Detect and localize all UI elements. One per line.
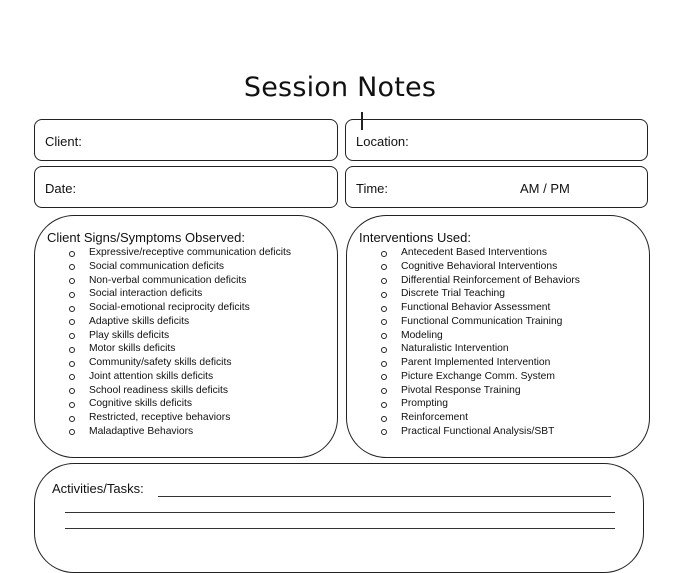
- symptom-item-label: Cognitive skills deficits: [89, 398, 193, 410]
- bullet-icon: [381, 429, 387, 435]
- interventions-list: [381, 246, 580, 439]
- symptom-item: [69, 315, 291, 329]
- intervention-item-label: Functional Behavior Assessment: [401, 302, 551, 313]
- intervention-item-label: Prompting: [401, 398, 448, 410]
- symptom-item: [69, 342, 291, 356]
- location-field[interactable]: [345, 119, 648, 161]
- intervention-item: [381, 370, 580, 384]
- bullet-icon: [381, 416, 387, 422]
- intervention-item-label: Discrete Trial Teaching: [401, 288, 505, 300]
- symptom-item: [69, 329, 291, 343]
- bullet-icon: [69, 402, 75, 408]
- time-field[interactable]: [345, 166, 648, 208]
- symptoms-heading: Client Signs/Symptoms Observed:: [47, 230, 245, 245]
- bullet-icon: [381, 361, 387, 367]
- intervention-item-label: Antecedent Based Interventions: [401, 247, 547, 258]
- activities-label: Activities/Tasks:: [52, 481, 144, 496]
- symptom-item-label: Joint attention skills deficits: [89, 370, 214, 382]
- client-field[interactable]: [34, 119, 338, 161]
- intervention-item: [381, 356, 580, 370]
- symptom-item: [69, 246, 291, 260]
- bullet-icon: [69, 361, 75, 367]
- symptom-item: [69, 356, 291, 370]
- bullet-icon: [69, 278, 75, 284]
- bullet-icon: [69, 264, 75, 270]
- bullet-icon: [69, 306, 75, 312]
- client-label: Client:: [45, 134, 82, 149]
- intervention-item: [381, 315, 580, 329]
- symptom-item-label: Community/safety skills deficits: [89, 357, 232, 368]
- bullet-icon: [381, 306, 387, 312]
- bullet-icon: [381, 333, 387, 339]
- bullet-icon: [381, 292, 387, 298]
- bullet-icon: [69, 292, 75, 298]
- bullet-icon: [69, 333, 75, 339]
- intervention-item: [381, 329, 580, 343]
- intervention-item-label: Naturalistic Intervention: [401, 343, 509, 355]
- intervention-item: [381, 301, 580, 315]
- time-label: Time:: [356, 181, 389, 196]
- symptom-item: [69, 287, 291, 301]
- intervention-item: [381, 411, 580, 425]
- bullet-icon: [69, 251, 75, 257]
- symptom-item-label: Social interaction deficits: [89, 288, 203, 300]
- intervention-item-label: Practical Functional Analysis/SBT: [401, 425, 555, 437]
- intervention-item: [381, 260, 580, 274]
- intervention-item-label: Reinforcement: [401, 412, 468, 423]
- bullet-icon: [381, 251, 387, 257]
- activities-line-3[interactable]: [65, 528, 615, 529]
- symptoms-panel: [34, 215, 338, 458]
- bullet-icon: [381, 319, 387, 325]
- interventions-heading: Interventions Used:: [359, 230, 472, 245]
- symptom-item: [69, 260, 291, 274]
- intervention-item-label: Cognitive Behavioral Interventions: [401, 260, 558, 272]
- symptom-item: [69, 397, 291, 411]
- symptom-item: [69, 384, 291, 398]
- intervention-item: [381, 246, 580, 260]
- intervention-item-label: Picture Exchange Comm. System: [401, 370, 555, 382]
- intervention-item: [381, 274, 580, 288]
- symptom-item: [69, 301, 291, 315]
- intervention-item: [381, 342, 580, 356]
- date-field[interactable]: [34, 166, 338, 208]
- bullet-icon: [69, 429, 75, 435]
- symptom-item-label: Social communication deficits: [89, 260, 225, 272]
- bullet-icon: [381, 278, 387, 284]
- activities-input-line[interactable]: [158, 496, 611, 497]
- activities-line-2[interactable]: [65, 512, 615, 513]
- activities-section: [34, 463, 644, 573]
- date-label: Date:: [45, 181, 77, 196]
- bullet-icon: [69, 347, 75, 353]
- page-title: Session Notes: [243, 72, 437, 103]
- intervention-item: [381, 384, 580, 398]
- symptoms-list: [69, 246, 291, 439]
- intervention-item-label: Modeling: [401, 329, 443, 341]
- intervention-item-label: Functional Communication Training: [401, 315, 563, 327]
- intervention-item-label: Parent Implemented Intervention: [401, 357, 551, 368]
- symptom-item-label: Non-verbal communication deficits: [89, 274, 247, 286]
- intervention-item: [381, 425, 580, 439]
- intervention-item-label: Differential Reinforcement of Behaviors: [401, 274, 580, 286]
- intervention-item: [381, 397, 580, 411]
- symptom-item-label: Adaptive skills deficits: [89, 315, 190, 327]
- location-label: Location:: [356, 134, 409, 149]
- intervention-item-label: Pivotal Response Training: [401, 384, 521, 396]
- symptom-item-label: Maladaptive Behaviors: [89, 425, 194, 437]
- interventions-panel: [346, 215, 650, 458]
- symptom-item-label: Motor skills deficits: [89, 343, 176, 355]
- symptom-item-label: Play skills deficits: [89, 329, 170, 341]
- symptom-item: [69, 425, 291, 439]
- symptom-item: [69, 274, 291, 288]
- symptom-item-label: Restricted, receptive behaviors: [89, 412, 231, 423]
- symptom-item: [69, 370, 291, 384]
- bullet-icon: [381, 374, 387, 380]
- symptom-item: [69, 411, 291, 425]
- bullet-icon: [69, 388, 75, 394]
- bullet-icon: [69, 319, 75, 325]
- am-pm-label: AM / PM: [520, 181, 570, 196]
- symptom-item-label: Expressive/receptive communication deficits: [89, 247, 292, 258]
- bullet-icon: [69, 416, 75, 422]
- symptom-item-label: Social-emotional reciprocity deficits: [89, 302, 250, 313]
- intervention-item: [381, 287, 580, 301]
- bullet-icon: [381, 388, 387, 394]
- bullet-icon: [381, 347, 387, 353]
- bullet-icon: [381, 264, 387, 270]
- bullet-icon: [381, 402, 387, 408]
- bullet-icon: [69, 374, 75, 380]
- symptom-item-label: School readiness skills deficits: [89, 384, 229, 396]
